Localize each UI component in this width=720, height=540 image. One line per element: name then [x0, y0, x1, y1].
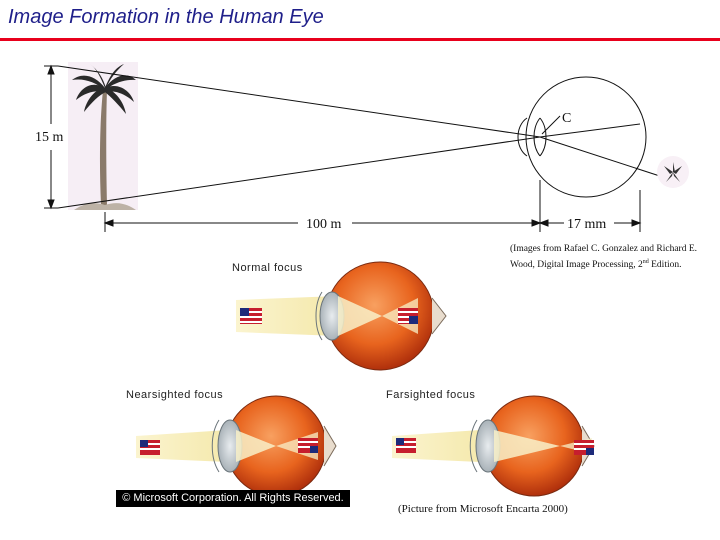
geometry-diagram [35, 62, 689, 232]
light-rays [58, 66, 672, 208]
flag-image-icon [298, 438, 318, 453]
distance-label: 100 m [306, 217, 342, 232]
caption-line-2: Wood, Digital Image Processing, 2 [510, 260, 643, 271]
image-credit-caption [510, 243, 710, 272]
center-label: C [562, 111, 572, 126]
flag-icon [396, 438, 416, 453]
height-label: 15 m [35, 130, 64, 145]
farsighted-focus-illustration [392, 396, 594, 496]
page-title: Image Formation in the Human Eye [8, 6, 324, 28]
normal-focus-illustration [236, 262, 446, 370]
retinal-image-icon [657, 156, 689, 188]
encarta-credit: (Picture from Microsoft Encarta 2000) [398, 503, 568, 515]
farsighted-focus-label: Farsighted focus [386, 389, 476, 401]
flag-image-icon [398, 308, 418, 324]
eye-depth-label: 17 mm [567, 217, 607, 232]
nearsighted-focus-label: Nearsighted focus [126, 389, 224, 401]
copyright-notice: © Microsoft Corporation. All Rights Reserved. [116, 490, 350, 507]
nearsighted-focus-illustration [136, 396, 336, 496]
flag-image-icon [574, 440, 594, 455]
flag-icon [140, 440, 160, 455]
center-pointer [542, 116, 560, 134]
flag-icon [240, 308, 262, 324]
caption-line-1: (Images from Rafael C. Gonzalez and Richard E. [510, 244, 698, 254]
distance-dimension [105, 180, 640, 232]
caption-line-2-end: Edition. [648, 260, 682, 271]
caption-superscript: nd [642, 259, 649, 265]
normal-focus-label: Normal focus [232, 262, 303, 274]
